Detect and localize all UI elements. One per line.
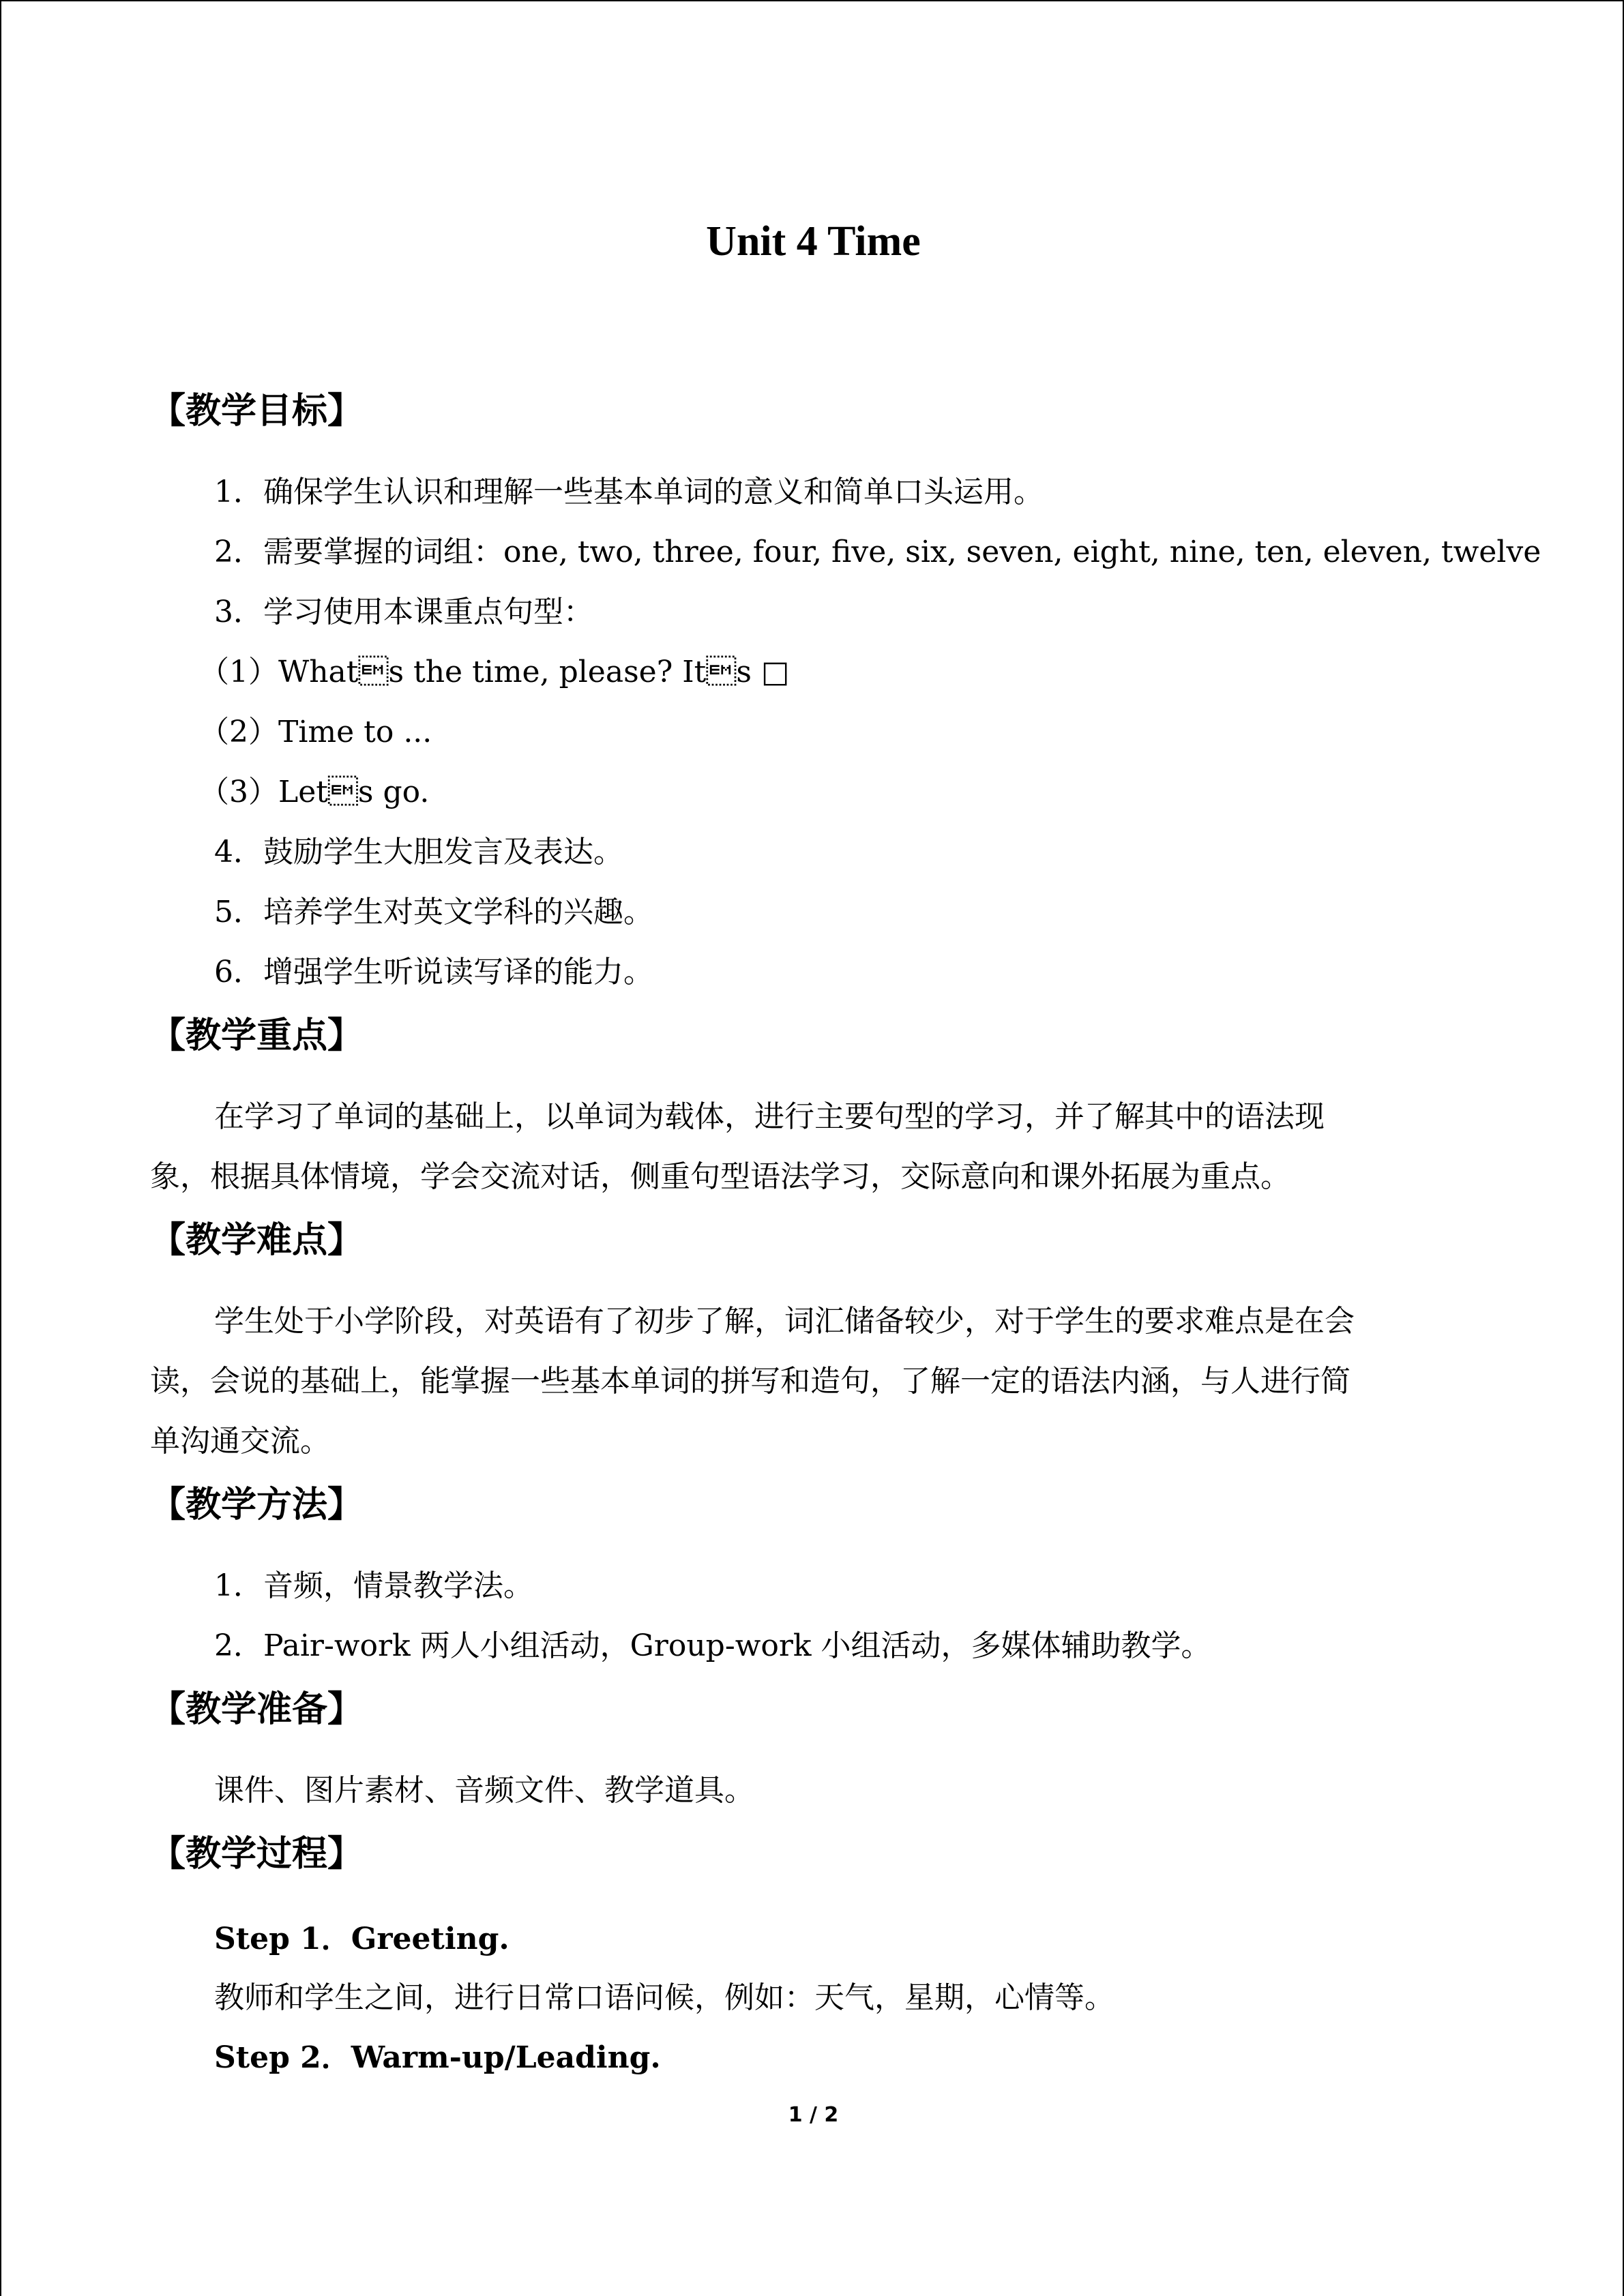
sentence-pattern-3: （3）Lets go. bbox=[199, 775, 430, 809]
goal-item-5: 5．培养学生对英文学科的兴趣。 bbox=[214, 895, 653, 929]
section-heading-key-points: 【教学重点】 bbox=[150, 1015, 364, 1056]
key-points-line-2: 象，根据具体情境，学会交流对话，侧重句型语法学习，交际意向和课外拓展为重点。 bbox=[150, 1159, 1290, 1194]
goal-item-4: 4．鼓励学生大胆发言及表达。 bbox=[214, 835, 623, 869]
difficulties-line-2: 读，会说的基础上，能掌握一些基本单词的拼写和造句，了解一定的语法内涵，与人进行简 bbox=[150, 1364, 1350, 1399]
section-heading-methods: 【教学方法】 bbox=[150, 1484, 364, 1525]
page-number: 1 / 2 bbox=[788, 2103, 839, 2127]
step-1-text: 教师和学生之间，进行日常口语问候，例如：天气，星期，心情等。 bbox=[214, 1980, 1114, 2015]
goal-item-3: 3．学习使用本课重点句型： bbox=[214, 595, 593, 629]
goal-item-1: 1．确保学生认识和理解一些基本单词的意义和简单口头运用。 bbox=[214, 475, 1044, 509]
section-heading-process: 【教学过程】 bbox=[150, 1833, 364, 1875]
document-title: Unit 4 Time bbox=[706, 218, 921, 265]
section-heading-difficulties: 【教学难点】 bbox=[150, 1219, 364, 1261]
sentence-pattern-2: （2）Time to ... bbox=[199, 715, 432, 749]
key-points-line-1: 在学习了单词的基础上，以单词为载体，进行主要句型的学习，并了解其中的语法现 bbox=[214, 1099, 1325, 1134]
section-heading-preparation: 【教学准备】 bbox=[150, 1688, 364, 1730]
difficulties-line-1: 学生处于小学阶段，对英语有了初步了解，词汇储备较少，对于学生的要求难点是在会 bbox=[214, 1304, 1355, 1339]
sentence-pattern-1: （1）Whats the time, please? Its □ bbox=[199, 655, 790, 689]
section-heading-goals: 【教学目标】 bbox=[150, 390, 364, 432]
method-item-2: 2．Pair-work 两人小组活动，Group-work 小组活动，多媒体辅助教学。 bbox=[214, 1628, 1211, 1663]
method-item-1: 1．音频，情景教学法。 bbox=[214, 1568, 533, 1603]
goal-item-2: 2．需要掌握的词组：one, two, three, four, five, six, seven, eight, nine, ten, eleven, twelve bbox=[214, 535, 1541, 569]
step-2-title: Step 2．Warm-up/Leading. bbox=[214, 2040, 661, 2075]
step-1-title: Step 1．Greeting. bbox=[214, 1922, 510, 1956]
goal-item-6: 6．增强学生听说读写译的能力。 bbox=[214, 955, 653, 989]
difficulties-line-3: 单沟通交流。 bbox=[150, 1424, 330, 1459]
preparation-text: 课件、图片素材、音频文件、教学道具。 bbox=[214, 1773, 754, 1808]
